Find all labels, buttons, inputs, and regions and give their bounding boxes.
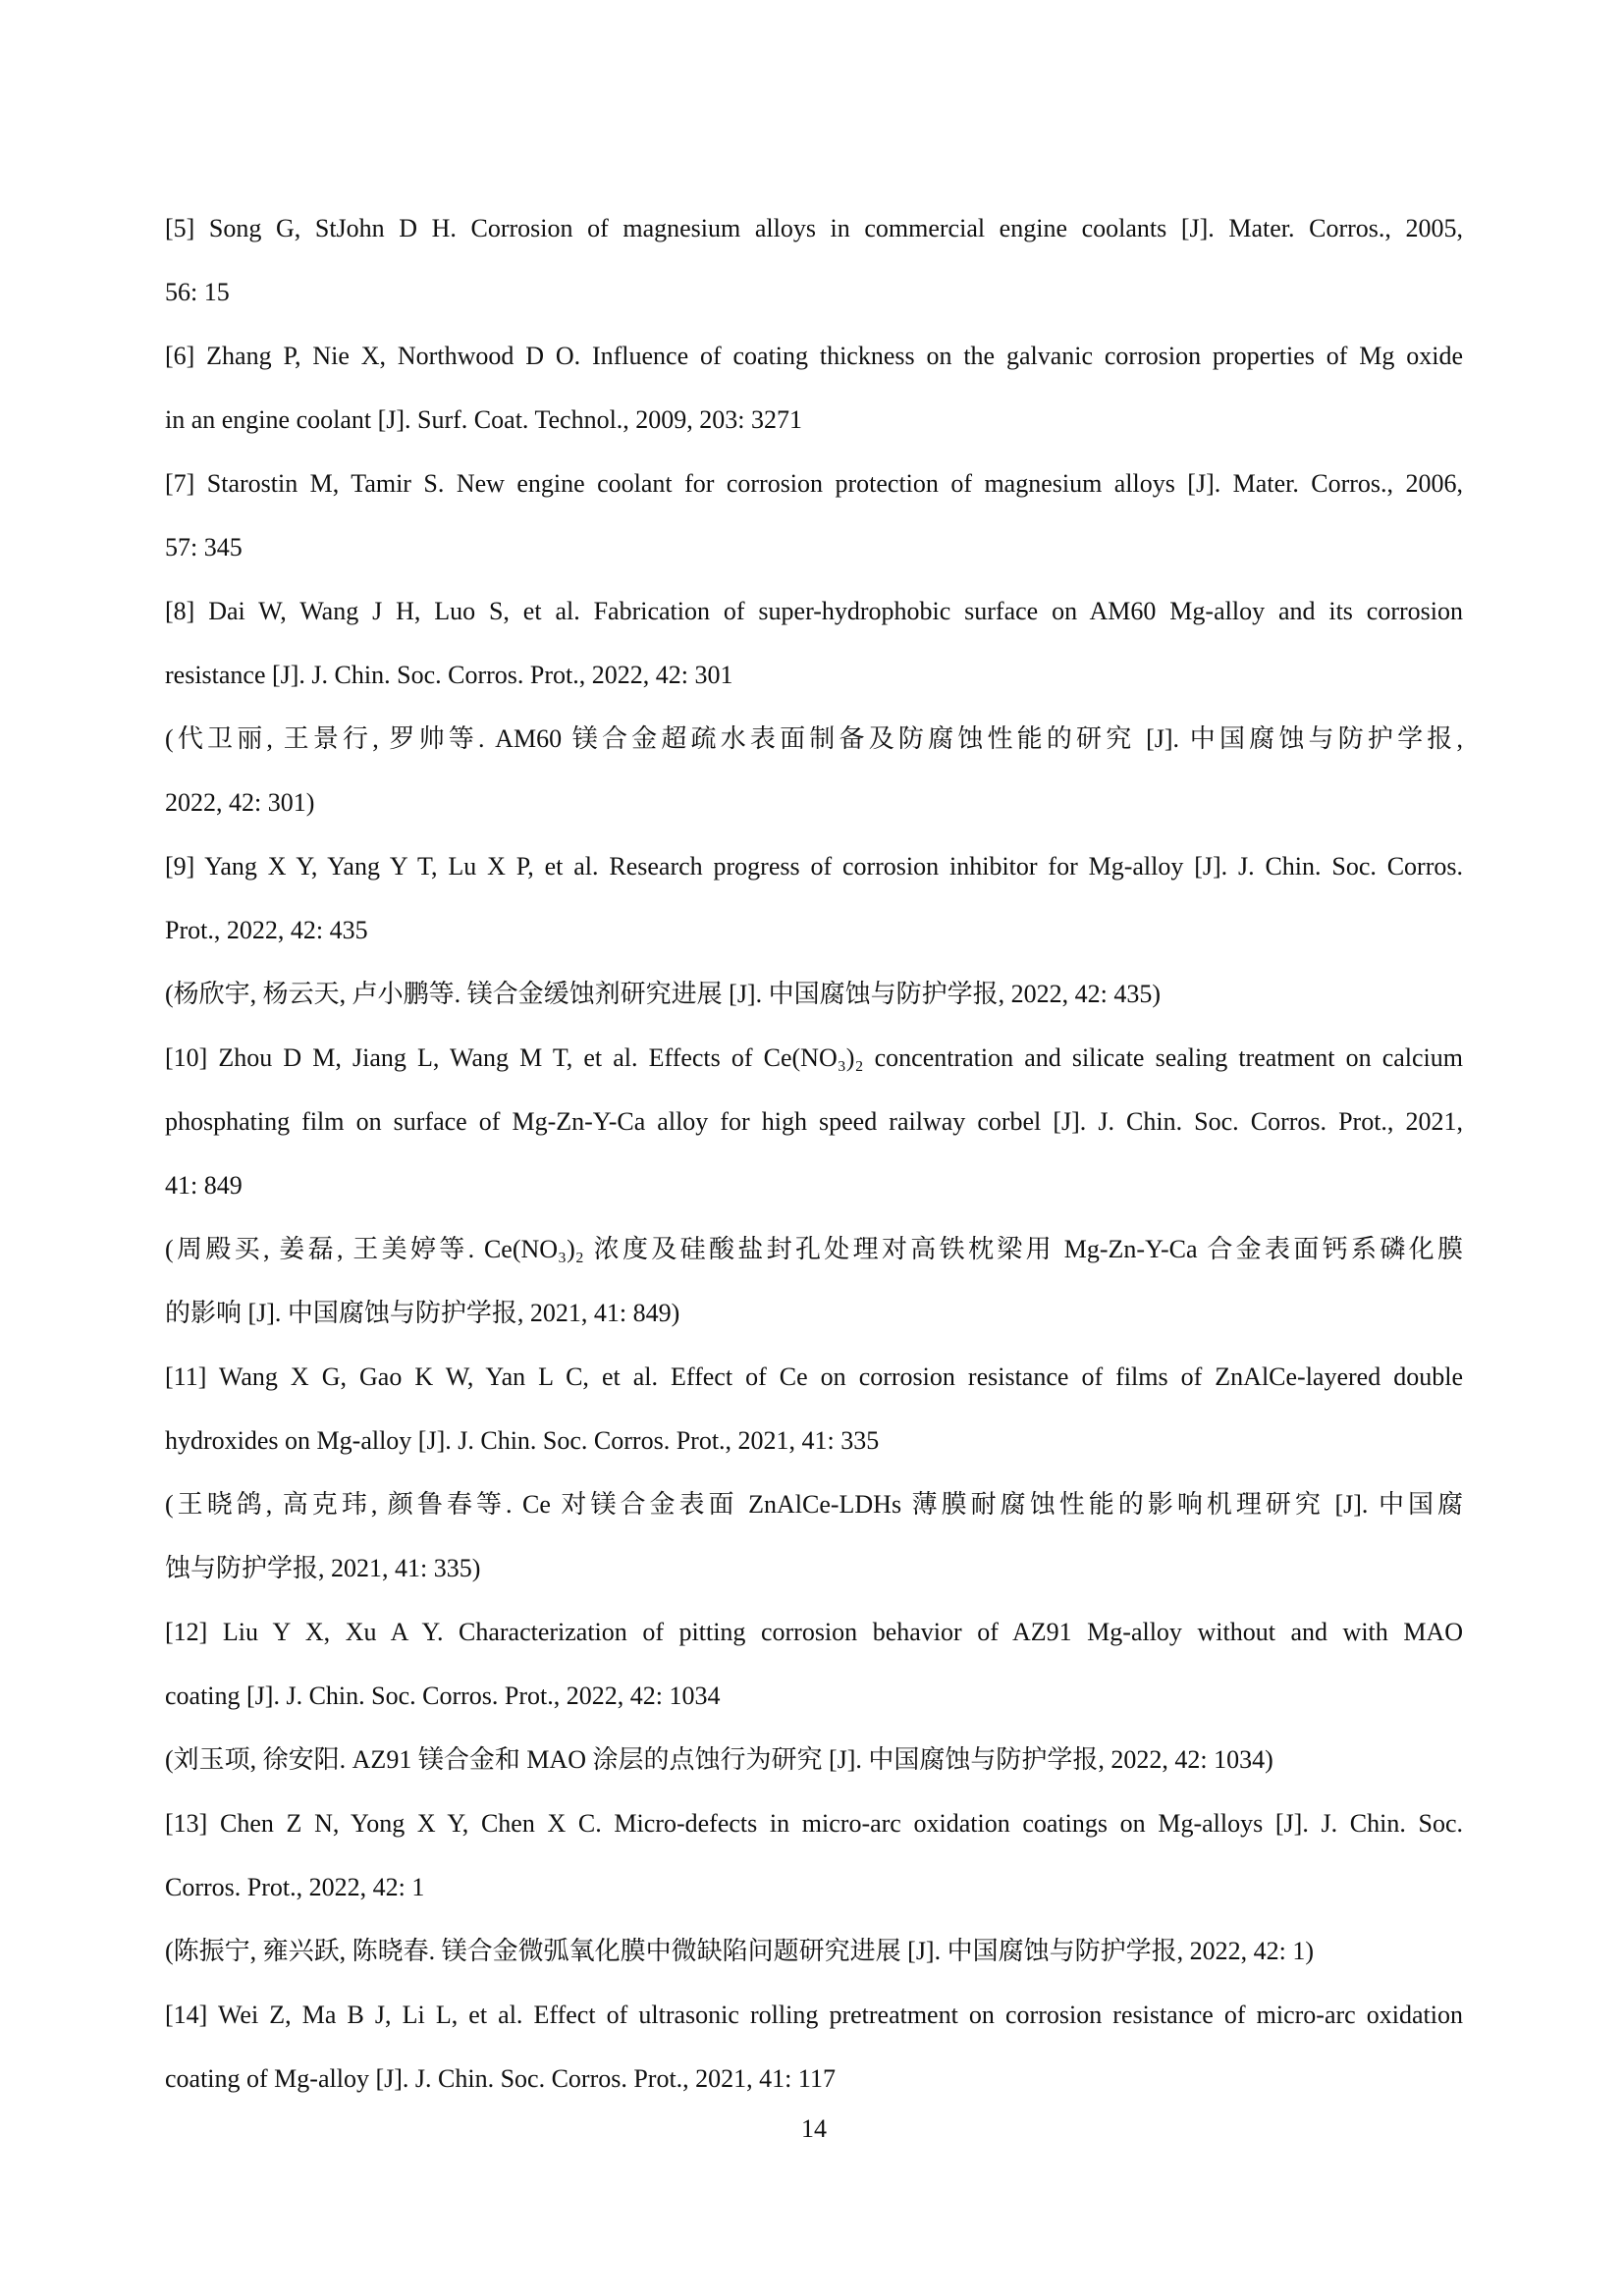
reference-line: Corros. Prot., 2022, 42: 1	[165, 1873, 425, 1901]
reference-line: coating [J]. J. Chin. Soc. Corros. Prot., 2022, 42: 1034	[165, 1682, 721, 1710]
reference-line: [12] Liu Y X, Xu A Y. Characterization of pitting corrosion behavior of AZ91 Mg-alloy without and with MAO	[165, 1618, 1463, 1646]
page-number: 14	[801, 2114, 827, 2143]
reference-11	[165, 1345, 1463, 1600]
reference-line: 2022, 42: 301)	[165, 788, 315, 817]
reference-line: (周殿买, 姜磊, 王美婷等. Ce(NO₃)₂ 浓度及硅酸盐封孔处理对高铁枕梁用 Mg-Zn-Y-Ca 合金表面钙系磷化膜	[165, 1235, 1463, 1263]
reference-5	[165, 196, 1463, 324]
reference-line: hydroxides on Mg-alloy [J]. J. Chin. Soc. Corros. Prot., 2021, 41: 335	[165, 1426, 880, 1455]
reference-line: [10] Zhou D M, Jiang L, Wang M T, et al. Effects of Ce(NO₃)₂ concentration and silicate sealing treatment on calcium	[165, 1043, 1463, 1072]
reference-6	[165, 324, 1463, 452]
reference-9	[165, 834, 1463, 1026]
reference-line: [14] Wei Z, Ma B J, Li L, et al. Effect of ultrasonic rolling pretreatment on corrosion resistance of micro-arc oxidation	[165, 2001, 1463, 2029]
reference-7	[165, 452, 1463, 579]
reference-line: resistance [J]. J. Chin. Soc. Corros. Prot., 2022, 42: 301	[165, 661, 733, 689]
reference-line: [5] Song G, StJohn D H. Corrosion of magnesium alloys in commercial engine coolants [J]. Mater. Corros., 2005,	[165, 214, 1463, 242]
reference-line: (王晓鸽, 高克玮, 颜鲁春等. Ce 对镁合金表面 ZnAlCe-LDHs 薄膜耐腐蚀性能的影响机理研究 [J]. 中国腐	[165, 1490, 1463, 1519]
reference-14	[165, 1983, 1463, 2110]
reference-line: Prot., 2022, 42: 435	[165, 916, 368, 944]
reference-line: 41: 849	[165, 1171, 243, 1200]
reference-line: (代卫丽, 王景行, 罗帅等. AM60 镁合金超疏水表面制备及防腐蚀性能的研究 [J]. 中国腐蚀与防护学报,	[165, 724, 1463, 753]
reference-line: coating of Mg-alloy [J]. J. Chin. Soc. Corros. Prot., 2021, 41: 117	[165, 2064, 836, 2093]
reference-line: phosphating film on surface of Mg-Zn-Y-Ca alloy for high speed railway corbel [J]. J. Chin. Soc. Corros. Prot., 2021,	[165, 1107, 1463, 1136]
reference-line: (陈振宁, 雍兴跃, 陈晓春. 镁合金微弧氧化膜中微缺陷问题研究进展 [J]. 中国腐蚀与防护学报, 2022, 42: 1)	[165, 1937, 1314, 1965]
references-list	[165, 196, 1463, 2110]
reference-line: 57: 345	[165, 533, 243, 561]
reference-line: [7] Starostin M, Tamir S. New engine coolant for corrosion protection of magnesium alloys [J]. Mater. Corros., 2006,	[165, 469, 1463, 498]
reference-line: 56: 15	[165, 278, 230, 306]
reference-10	[165, 1026, 1463, 1345]
reference-line: 的影响 [J]. 中国腐蚀与防护学报, 2021, 41: 849)	[165, 1299, 680, 1327]
reference-12	[165, 1600, 1463, 1791]
reference-line: (刘玉项, 徐安阳. AZ91 镁合金和 MAO 涂层的点蚀行为研究 [J]. 中国腐蚀与防护学报, 2022, 42: 1034)	[165, 1745, 1273, 1774]
reference-line: [9] Yang X Y, Yang Y T, Lu X P, et al. Research progress of corrosion inhibitor for Mg-alloy [J]. J. Chin. Soc. Corros.	[165, 852, 1463, 881]
reference-line: [11] Wang X G, Gao K W, Yan L C, et al. Effect of Ce on corrosion resistance of films of ZnAlCe-layered double	[165, 1362, 1463, 1391]
reference-line: in an engine coolant [J]. Surf. Coat. Technol., 2009, 203: 3271	[165, 405, 803, 434]
reference-line: 蚀与防护学报, 2021, 41: 335)	[165, 1554, 481, 1582]
reference-line: [13] Chen Z N, Yong X Y, Chen X C. Micro-defects in micro-arc oxidation coatings on Mg-alloys [J]. J. Chin. Soc.	[165, 1809, 1463, 1838]
reference-line: (杨欣宇, 杨云天, 卢小鹏等. 镁合金缓蚀剂研究进展 [J]. 中国腐蚀与防护学报, 2022, 42: 435)	[165, 980, 1161, 1008]
reference-line: [6] Zhang P, Nie X, Northwood D O. Influence of coating thickness on the galvanic corrosion properties of Mg oxide	[165, 342, 1463, 370]
reference-line: [8] Dai W, Wang J H, Luo S, et al. Fabrication of super-hydrophobic surface on AM60 Mg-alloy and its corrosion	[165, 597, 1463, 625]
reference-13	[165, 1791, 1463, 1983]
reference-8	[165, 579, 1463, 834]
